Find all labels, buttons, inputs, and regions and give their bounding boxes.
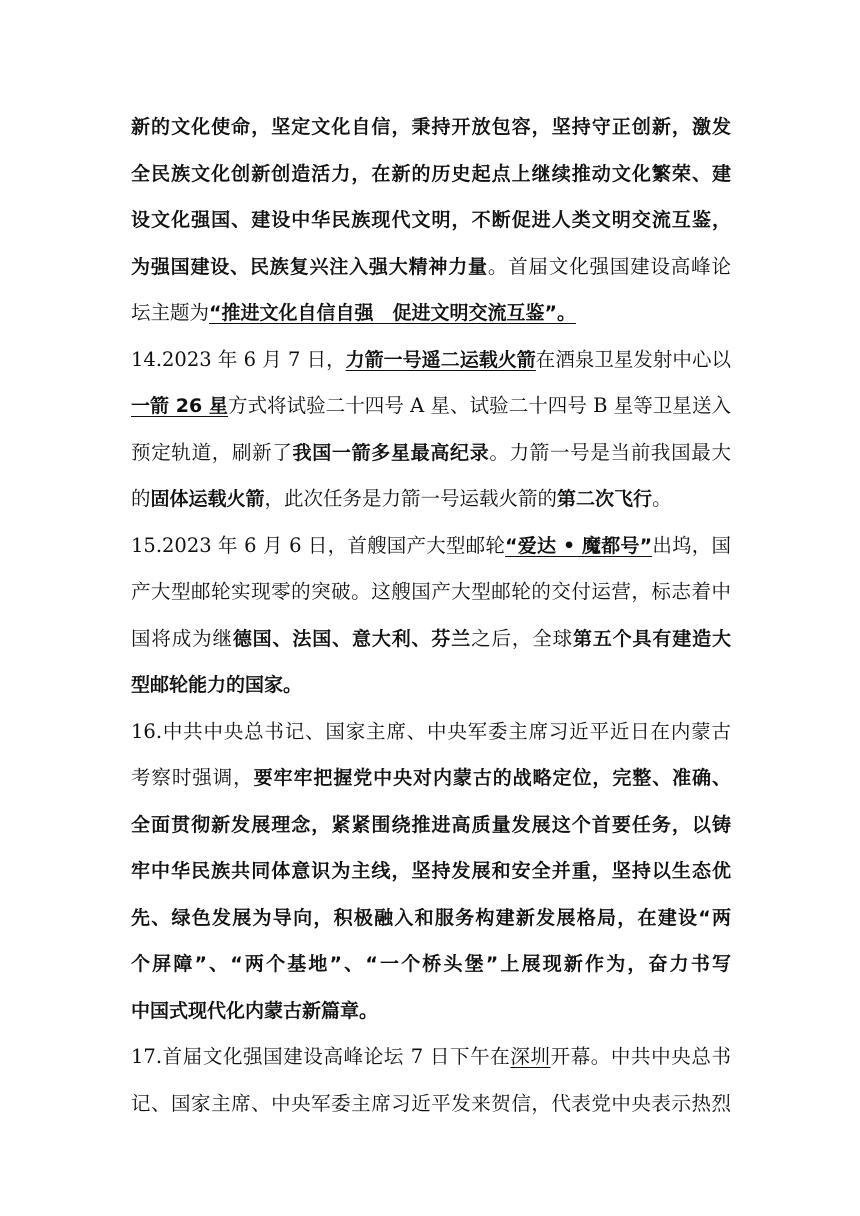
underlined-text: 力箭一号遥二运载火箭 [345,348,536,371]
document-page [131,104,731,1127]
text-line [131,197,731,244]
text-run: 出坞，国 [652,533,731,557]
text-line [131,569,731,616]
text-line [131,1081,731,1128]
bold-text: 固体运载火箭 [150,488,265,510]
underlined-text: “爱达 • 魔都号” [505,534,653,557]
text-run: 17.首届文化强国建设高峰论坛 7 日下午在 [131,1045,511,1068]
text-line [131,755,731,802]
underlined-text: 一箭 26 星 [131,395,228,417]
text-line [131,104,731,151]
text-run: 的 [131,487,151,510]
bold-text: 第五个具有建造大 [572,627,731,650]
text-line [131,802,731,849]
text-run: 坛主题为 [131,301,210,324]
underlined-text: “推进文化自信自强 促进文明交流互鉴”。 [209,302,576,324]
bold-text: 新的文化使命，坚定文化自信，秉持开放包容，坚持守正创新，激发 [131,116,731,138]
text-line [131,848,731,895]
text-run: 产大型邮轮实现零的突破。这艘国产大型邮轮的交付运营，标志着中 [131,580,731,603]
bold-text: 型邮轮能力的国家。 [131,674,303,696]
text-run: 开幕。中共中央总书 [550,1045,731,1068]
text-run: 15.2023 年 6 月 6 日，首艘国产大型邮轮 [131,533,506,557]
text-line [131,151,731,198]
text-run: 考察时强调， [131,766,254,789]
text-run: 14.2023 年 6 月 7 日， [131,347,346,371]
text-run: 国将成为继 [131,626,233,650]
text-run: 之后，全球 [471,626,573,650]
bold-text: 第二次飞行 [557,488,653,510]
text-run: ，此次任务是力箭一号运载火箭的 [264,487,558,510]
text-run: 在酒泉卫星发射中心以 [535,347,731,371]
text-run: 方式将试验二十四号 A 星、试验二十四号 B 星等卫星送入 [227,394,731,417]
text-line [131,895,731,942]
text-run: 预定轨道，刷新了 [131,440,293,464]
text-line [131,988,731,1035]
text-run: 。 [652,487,672,510]
bold-text: 设文化强国、建设中华民族现代文明，不断促进人类文明交流互鉴， [131,209,731,231]
text-line [131,709,731,756]
text-run: 16.中共中央总书记、国家主席、中央军委主席习近平近日在内蒙古 [131,719,731,743]
text-run: 。首届文化强国建设高峰论 [487,254,731,278]
underlined-text: 深圳 [510,1045,551,1068]
bold-text: 要牢牢把握党中央对内蒙古的战略定位，完整、准确、 [253,767,731,789]
text-line [131,290,731,337]
bold-text: 全民族文化创新创造活力，在新的历史起点上继续推动文化繁荣、建 [131,162,731,185]
bold-text: 德国、法国、意大利、芬兰 [232,627,472,650]
text-run: 记、国家主席、中央军委主席习近平发来贺信，代表党中央表示热烈 [131,1091,731,1115]
text-line [131,383,731,430]
text-line [131,662,731,709]
text-line [131,1034,731,1081]
bold-text: 全面贯彻新发展理念，紧紧围绕推进高质量发展这个首要任务，以铸 [131,813,731,836]
text-run: 。力箭一号是当前我国最大 [489,440,731,464]
bold-text: 中国式现代化内蒙古新篇章。 [131,999,379,1022]
text-line [131,941,731,988]
text-line [131,430,731,477]
text-line [131,337,731,384]
bold-text: 个屏障”、“两个基地”、“一个桥头堡”上展现新作为，奋力书写 [131,953,731,975]
bold-text: 为强国建设、民族复兴注入强大精神力量 [131,255,488,278]
bold-text: 牢中华民族共同体意识为主线，坚持发展和安全并重，坚持以生态优 [131,860,731,882]
text-line [131,523,731,570]
bold-text: 我国一箭多星最高纪录 [292,441,490,464]
text-line [131,476,731,523]
bold-text: 先、绿色发展为导向，积极融入和服务构建新发展格局，在建设“两 [131,906,731,929]
text-line [131,244,731,291]
text-line [131,616,731,663]
